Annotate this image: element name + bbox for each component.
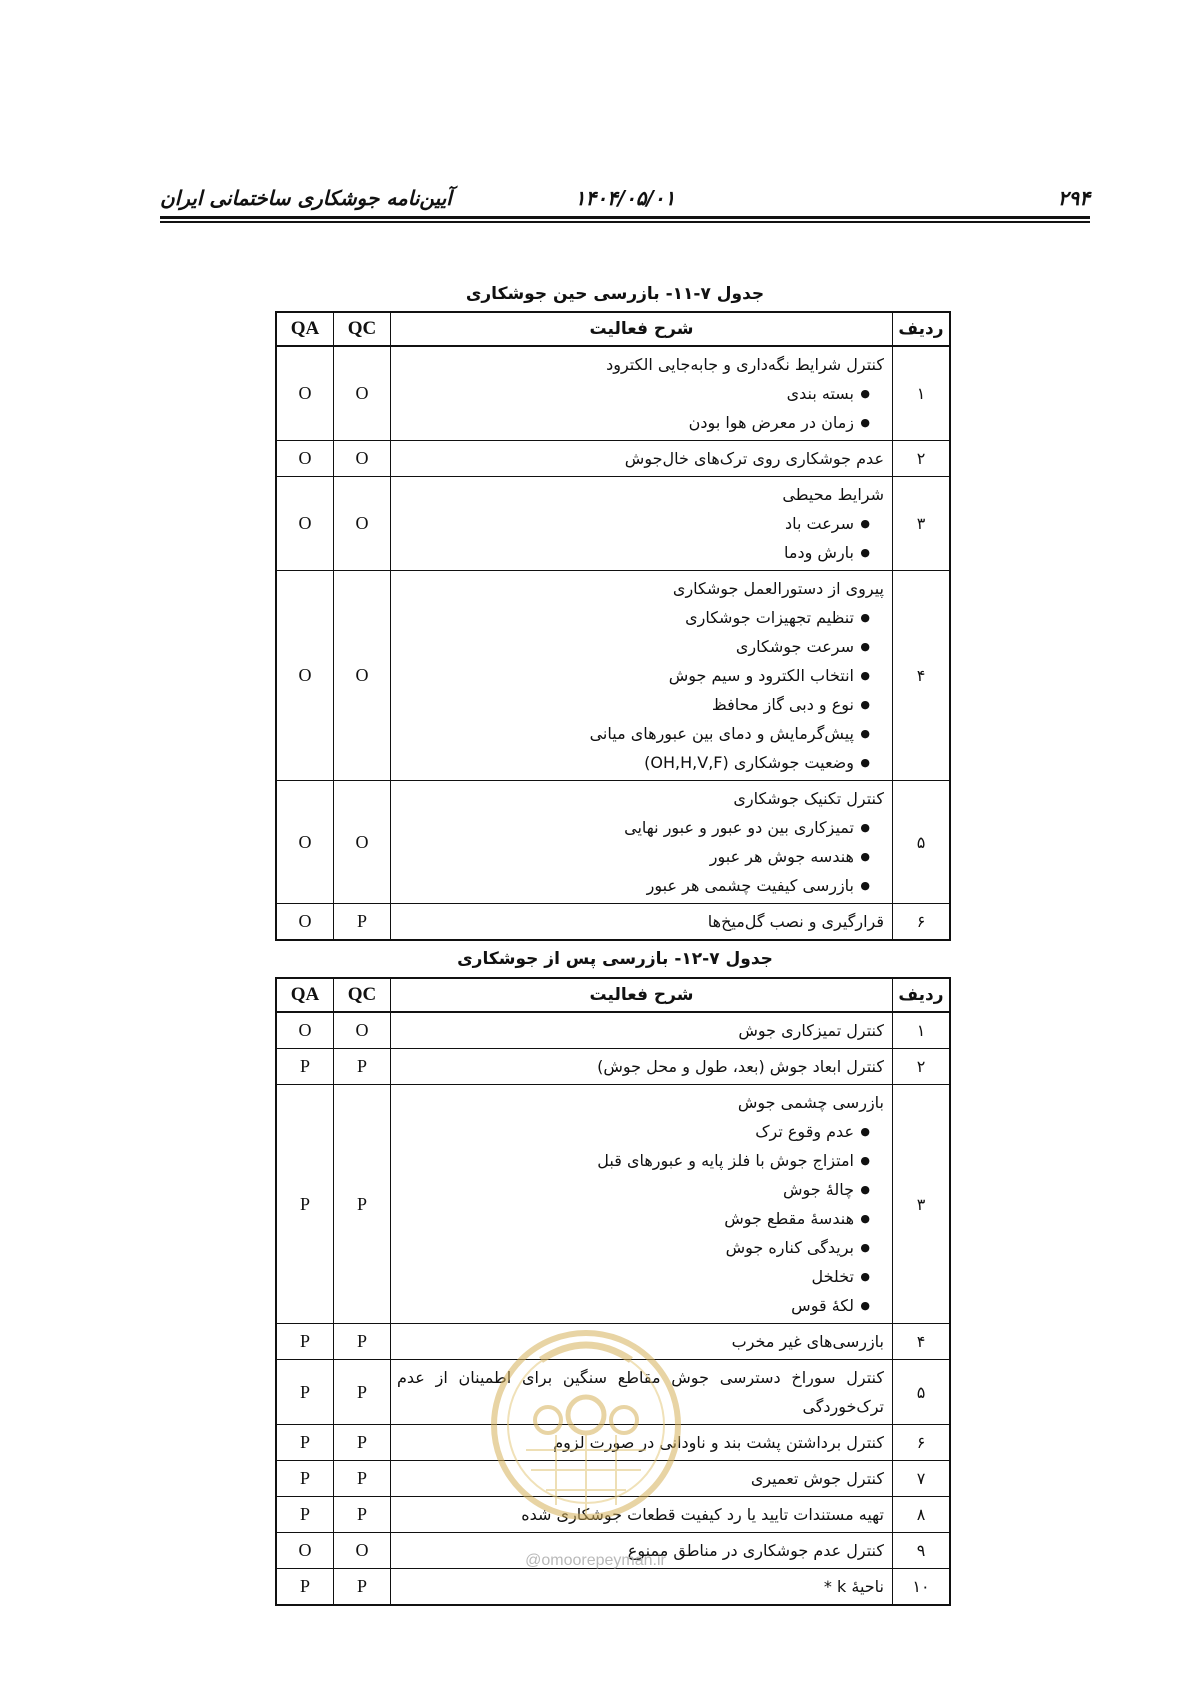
qc-value: O bbox=[334, 571, 391, 781]
bullet-item: ● هندسهٔ مقطع جوش bbox=[397, 1204, 884, 1233]
row-number: ۲ bbox=[893, 441, 951, 477]
activity-description bbox=[391, 441, 893, 477]
watermark-url: @omoorepeyman.ir bbox=[525, 1552, 666, 1569]
activity-title: کنترل سوراخ دسترسی جوش مقاطع سنگین برای اطمینان از عدم ترک‌خوردگی bbox=[397, 1368, 884, 1416]
qa-value: P bbox=[276, 1085, 334, 1324]
activity-title: کنترل تکنیک جوشکاری bbox=[733, 789, 884, 808]
header-description: شرح فعالیت bbox=[391, 978, 893, 1012]
header-qa: QA bbox=[276, 978, 334, 1012]
qc-value: O bbox=[334, 781, 391, 904]
activity-title: کنترل جوش تعمیری bbox=[750, 1469, 884, 1488]
activity-title: بازرسی چشمی جوش bbox=[737, 1093, 884, 1112]
qc-value: P bbox=[334, 1324, 391, 1360]
qa-value: P bbox=[276, 1425, 334, 1461]
activity-title: عدم جوشکاری روی ترک‌های خال‌جوش bbox=[624, 449, 884, 468]
row-number: ۴ bbox=[893, 1324, 951, 1360]
activity-title: کنترل عدم جوشکاری در مناطق ممنوع bbox=[627, 1541, 884, 1560]
bullet-item: ● سرعت باد bbox=[397, 509, 884, 538]
activity-title: کنترل ابعاد جوش (بعد، طول و محل جوش) bbox=[597, 1057, 884, 1076]
book-title: آیین‌نامه جوشکاری ساختمانی ایران bbox=[160, 186, 452, 210]
header-qa: QA bbox=[276, 312, 334, 346]
table-row bbox=[276, 904, 950, 941]
activity-title: قرارگیری و نصب گل‌میخ‌ها bbox=[707, 912, 884, 931]
bullet-item: ● نوع و دبی گاز محافظ bbox=[397, 690, 884, 719]
bullet-item: ● بریدگی کناره جوش bbox=[397, 1233, 884, 1262]
qa-value: P bbox=[276, 1324, 334, 1360]
table-row bbox=[276, 477, 950, 571]
header-rule-thick bbox=[160, 216, 1090, 219]
activity-description bbox=[391, 477, 893, 571]
bullet-item: ● تخلخل bbox=[397, 1262, 884, 1291]
bullet-item: ● بازرسی کیفیت چشمی هر عبور bbox=[397, 871, 884, 900]
row-number: ۲ bbox=[893, 1049, 951, 1085]
activity-description bbox=[391, 1569, 893, 1606]
qc-value: P bbox=[334, 1360, 391, 1425]
header-date: ۱۴۰۴/۰۵/۰۱ bbox=[574, 186, 676, 210]
header-row-number: ردیف bbox=[893, 312, 951, 346]
bullet-item: ● عدم وقوع ترک bbox=[397, 1117, 884, 1146]
table-row bbox=[276, 781, 950, 904]
bullet-item: ● امتزاج جوش با فلز پایه و عبورهای قبل bbox=[397, 1146, 884, 1175]
qc-value: P bbox=[334, 1461, 391, 1497]
row-number: ۵ bbox=[893, 1360, 951, 1425]
bullet-item: ● انتخاب الکترود و سیم جوش bbox=[397, 661, 884, 690]
qc-value: P bbox=[334, 1425, 391, 1461]
row-number: ۶ bbox=[893, 1425, 951, 1461]
bullet-item: ● وضعیت جوشکاری (OH,H,V,F) bbox=[397, 748, 884, 777]
bullet-item: ● تمیزکاری بین دو عبور و عبور نهایی bbox=[397, 813, 884, 842]
row-number: ۸ bbox=[893, 1497, 951, 1533]
qa-value: O bbox=[276, 904, 334, 941]
qa-value: O bbox=[276, 1012, 334, 1049]
activity-description bbox=[391, 781, 893, 904]
qa-value: P bbox=[276, 1497, 334, 1533]
bullet-item: ● سرعت جوشکاری bbox=[397, 632, 884, 661]
activity-title: کنترل برداشتن پشت بند و ناودانی در صورت لزوم bbox=[553, 1433, 884, 1452]
qc-value: P bbox=[334, 1569, 391, 1606]
row-number: ۳ bbox=[893, 477, 951, 571]
qa-value: O bbox=[276, 571, 334, 781]
table-row bbox=[276, 1049, 950, 1085]
table1-caption: جدول ۷-۱۱- بازرسی حین جوشکاری bbox=[465, 284, 765, 304]
table-row bbox=[276, 571, 950, 781]
qa-value: P bbox=[276, 1569, 334, 1606]
header-description: شرح فعالیت bbox=[391, 312, 893, 346]
qa-value: O bbox=[276, 781, 334, 904]
activity-description bbox=[391, 1085, 893, 1324]
row-number: ۱ bbox=[893, 346, 951, 441]
qa-value: O bbox=[276, 441, 334, 477]
activity-description bbox=[391, 904, 893, 941]
activity-description bbox=[391, 571, 893, 781]
qa-value: P bbox=[276, 1360, 334, 1425]
row-number: ۱۰ bbox=[893, 1569, 951, 1606]
header-rule-thin bbox=[160, 221, 1090, 223]
bullet-item: ● زمان در معرض هوا بودن bbox=[397, 408, 884, 437]
qa-value: O bbox=[276, 477, 334, 571]
table1-header-row bbox=[276, 312, 950, 346]
row-number: ۱ bbox=[893, 1012, 951, 1049]
activity-description bbox=[391, 1012, 893, 1049]
activity-description bbox=[391, 1049, 893, 1085]
qa-value: O bbox=[276, 1533, 334, 1569]
activity-title: تهیه مستندات تایید یا رد کیفیت قطعات جوشکاری شده bbox=[521, 1505, 884, 1524]
qa-value: P bbox=[276, 1461, 334, 1497]
activity-title: بازرسی‌های غیر مخرب bbox=[731, 1332, 884, 1351]
header-row-number: ردیف bbox=[893, 978, 951, 1012]
header-qc: QC bbox=[334, 978, 391, 1012]
row-number: ۴ bbox=[893, 571, 951, 781]
qc-value: O bbox=[334, 477, 391, 571]
header-qc: QC bbox=[334, 312, 391, 346]
table1-body bbox=[276, 346, 950, 940]
activity-title: شرایط محیطی bbox=[782, 485, 884, 504]
running-header bbox=[160, 186, 1090, 216]
qc-value: O bbox=[334, 346, 391, 441]
qa-value: O bbox=[276, 346, 334, 441]
bullet-item: ● بارش ودما bbox=[397, 538, 884, 567]
activity-title: کنترل تمیزکاری جوش bbox=[738, 1021, 884, 1040]
table-row bbox=[276, 1569, 950, 1606]
qc-value: O bbox=[334, 1533, 391, 1569]
table-row bbox=[276, 1085, 950, 1324]
table2-header-row bbox=[276, 978, 950, 1012]
activity-description bbox=[391, 346, 893, 441]
row-number: ۹ bbox=[893, 1533, 951, 1569]
table-row bbox=[276, 441, 950, 477]
qc-value: O bbox=[334, 1012, 391, 1049]
qc-value: P bbox=[334, 904, 391, 941]
row-number: ۵ bbox=[893, 781, 951, 904]
table2-caption: جدول ۷-۱۲- بازرسی پس از جوشکاری bbox=[457, 949, 773, 969]
table-row bbox=[276, 346, 950, 441]
table1 bbox=[275, 311, 951, 941]
qc-value: P bbox=[334, 1049, 391, 1085]
row-number: ۷ bbox=[893, 1461, 951, 1497]
bullet-item: ● تنظیم تجهیزات جوشکاری bbox=[397, 603, 884, 632]
watermark-logo bbox=[486, 1320, 686, 1530]
row-number: ۶ bbox=[893, 904, 951, 941]
row-number: ۳ bbox=[893, 1085, 951, 1324]
qa-value: P bbox=[276, 1049, 334, 1085]
activity-title: کنترل شرایط نگه‌داری و جابه‌جایی الکترود bbox=[606, 355, 884, 374]
bullet-item: ● بسته بندی bbox=[397, 379, 884, 408]
bullet-item: ● لکهٔ قوس bbox=[397, 1291, 884, 1320]
qc-value: O bbox=[334, 441, 391, 477]
bullet-item: ● چالهٔ جوش bbox=[397, 1175, 884, 1204]
activity-title: پیروی از دستورالعمل جوشکاری bbox=[672, 579, 884, 598]
page-number: ۲۹۴ bbox=[1057, 186, 1090, 210]
bullet-item: ● پیش‌گرمایش و دمای بین عبورهای میانی bbox=[397, 719, 884, 748]
bullet-item: ● هندسه جوش هر عبور bbox=[397, 842, 884, 871]
qc-value: P bbox=[334, 1085, 391, 1324]
table-row bbox=[276, 1012, 950, 1049]
activity-title: ناحیهٔ k * bbox=[823, 1577, 884, 1596]
qc-value: P bbox=[334, 1497, 391, 1533]
